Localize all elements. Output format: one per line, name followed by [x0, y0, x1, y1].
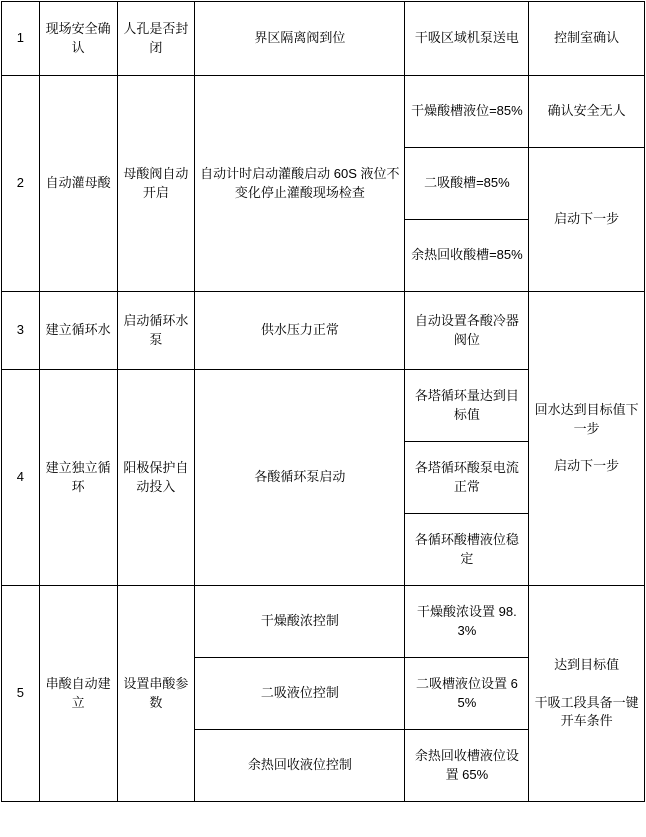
- row-confirm: 启动下一步: [529, 148, 645, 292]
- row-confirm: 确认安全无人: [529, 76, 645, 148]
- table-row: [2, 586, 645, 658]
- row-check-item: 余热回收槽液位设置 65%: [405, 730, 529, 802]
- row-confirm-line-1: 回水达到目标值下一步: [534, 401, 639, 436]
- row-number: 4: [2, 370, 40, 586]
- row-step: 串酸自动建立: [39, 586, 117, 802]
- row-description: 供水压力正常: [195, 292, 405, 370]
- row-number: 3: [2, 292, 40, 370]
- row-check-item: 自动设置各酸冷器阀位: [405, 292, 529, 370]
- row-action: 阳极保护自动投入: [117, 370, 195, 586]
- row-step: 建立独立循环: [39, 370, 117, 586]
- row-check-item: 干燥酸浓设置 98.3%: [405, 586, 529, 658]
- row-check-item: 二吸酸槽=85%: [405, 148, 529, 220]
- row-check-item: 各塔循环量达到目标值: [405, 370, 529, 442]
- row-description: 各酸循环泵启动: [195, 370, 405, 586]
- table-row: [2, 292, 645, 370]
- row-action: 人孔是否封闭: [117, 2, 195, 76]
- row-number: 1: [2, 2, 40, 76]
- row-description: 自动计时启动灌酸启动 60S 液位不变化停止灌酸现场检查: [195, 76, 405, 292]
- row-confirm-line-2: 干吸工段具备一键开车条件: [534, 694, 639, 729]
- row-check-item: 二吸槽液位设置 65%: [405, 658, 529, 730]
- row-check-item: 各循环酸槽液位稳定: [405, 514, 529, 586]
- row-check-item: 干吸区域机泵送电: [405, 2, 529, 76]
- procedure-table: [1, 1, 645, 802]
- row-confirm-line-1: 达到目标值: [554, 656, 620, 672]
- row-description: 二吸液位控制: [195, 658, 405, 730]
- row-step: 现场安全确认: [39, 2, 117, 76]
- row-step: 自动灌母酸: [39, 76, 117, 292]
- row-action: 设置串酸参数: [117, 586, 195, 802]
- row-action: 母酸阀自动开启: [117, 76, 195, 292]
- row-confirm: 控制室确认: [529, 2, 645, 76]
- row-number: 2: [2, 76, 40, 292]
- table-row: [2, 76, 645, 148]
- row-confirm: [529, 292, 645, 586]
- row-check-item: 各塔循环酸泵电流正常: [405, 442, 529, 514]
- row-step: 建立循环水: [39, 292, 117, 370]
- table-row: [2, 2, 645, 76]
- row-description: 界区隔离阀到位: [195, 2, 405, 76]
- row-description: 余热回收液位控制: [195, 730, 405, 802]
- row-confirm-line-2: 启动下一步: [554, 458, 620, 474]
- row-action: 启动循环水泵: [117, 292, 195, 370]
- row-description: 干燥酸浓控制: [195, 586, 405, 658]
- row-confirm: [529, 586, 645, 802]
- row-number: 5: [2, 586, 40, 802]
- row-check-item: 干燥酸槽液位=85%: [405, 76, 529, 148]
- row-check-item: 余热回收酸槽=85%: [405, 220, 529, 292]
